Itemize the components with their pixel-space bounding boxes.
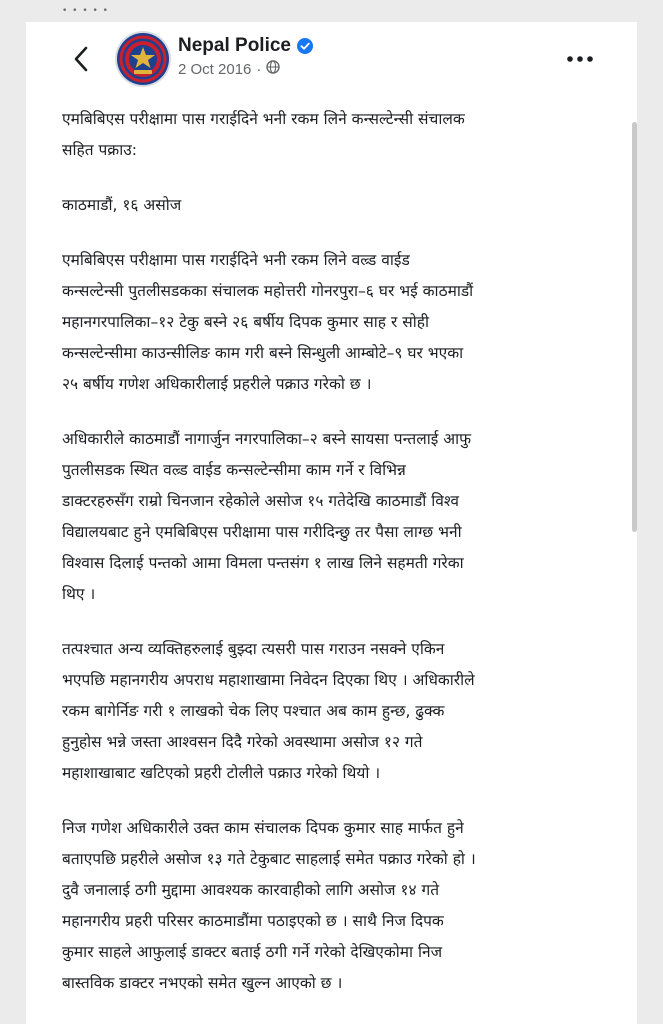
post-meta	[178, 60, 280, 78]
post-headline: एमबिबिएस परीक्षामा पास गराईदिने भनी रकम लिने कन्सल्टेन्सी संचालक सहित पक्राउ:	[62, 110, 465, 159]
post-dateline: काठमाडौं, १६ असोज	[62, 196, 182, 214]
post-date[interactable]: 2 Oct 2016	[178, 60, 252, 78]
page-name-row	[178, 35, 313, 57]
post-paragraph: अधिकारीले काठमाडौं नागार्जुन नगरपालिका–२ बस्ने सायसा पन्तलाई आफु पुतलीसडक स्थित वल्र्ड वाईड कन्सल्टेन्सीमा काम गर्ने र विभिन्न डाक्टरहरुसँग राम्रो चिनजान रहेकोले असोज १५ गतेदेखि काठमाडौं विश्व विद्यालयबाट हुने एमबिबिएस परीक्षामा पास गरीदिन्छु तर पैसा लाग्छ भनी विश्वास दिलाई पन्तको आमा विमला पन्तसंग १ लाख लिने सहमती गरेका थिए ।	[62, 430, 472, 603]
chevron-left-icon	[73, 46, 89, 72]
post-card	[26, 22, 637, 1024]
post-paragraph: निज गणेश अधिकारीले उक्त काम संचालक दिपक कुमार साह मार्फत हुने बताएपछि प्रहरीले असोज १३ गते टेकुबाट साहलाई समेत पक्राउ गरेको हो । दुवै जनालाई ठगी मुद्दामा आवश्यक कारवाहीको लागि असोज १४ गते महानगरीय प्रहरी परिसर काठमाडौंमा पठाइएको छ । साथै निज दिपक कुमार साहले आफुलाई डाक्टर बताई ठगी गर्ने गरेको देखिएकोमा निज बास्तविक डाक्टर नभएको समेत खुल्न आएको छ ।	[62, 819, 476, 992]
scrollbar[interactable]	[632, 122, 637, 532]
avatar[interactable]	[114, 30, 172, 88]
post-text	[62, 104, 610, 1023]
verified-badge-icon	[297, 38, 313, 54]
nepal-police-logo-icon	[114, 30, 172, 88]
status-indicators: • • • • •	[62, 6, 109, 16]
back-button[interactable]	[66, 42, 96, 76]
post-paragraph: एमबिबिएस परीक्षामा पास गराईदिने भनी रकम लिने वल्र्ड वाईड कन्सल्टेन्सी पुतलीसडकका संचालक महोत्तरी गोनरपुरा–६ घर भई काठमाडौं महानगरपालिका–१२ टेकु बस्ने २६ बर्षीय दिपक कुमार साह र सोही कन्सल्टेन्सीमा काउन्सीलिङ काम गरी बस्ने सिन्धुली आम्बोटे–९ घर भएका २५ बर्षीय गणेश अधिकारीलाई प्रहरीले पक्राउ गरेको छ ।	[62, 251, 474, 393]
globe-icon	[266, 60, 280, 78]
post-paragraph: तत्पश्चात अन्य व्यक्तिहरुलाई बुझ्दा त्यसरी पास गराउन नसक्ने एकिन भएपछि महानगरीय अपराध महाशाखामा निवेदन दिएका थिए । अधिकारीले रकम बागेर्निङ गरी १ लाखको चेक लिए पश्चात अब काम हुन्छ, ढुक्क हुनुहोस भन्ने जस्ता आश्वसन दिदै गरेको अवस्थामा असोज १२ गते महाशाखाबाट खटिएको प्रहरी टोलीले पक्राउ गरेको थियो ।	[62, 640, 475, 782]
more-options-button[interactable]	[562, 46, 598, 72]
post-header	[26, 22, 637, 96]
meta-separator: ·	[256, 60, 262, 78]
more-horizontal-icon	[566, 55, 594, 63]
page-name[interactable]: Nepal Police	[178, 35, 291, 56]
